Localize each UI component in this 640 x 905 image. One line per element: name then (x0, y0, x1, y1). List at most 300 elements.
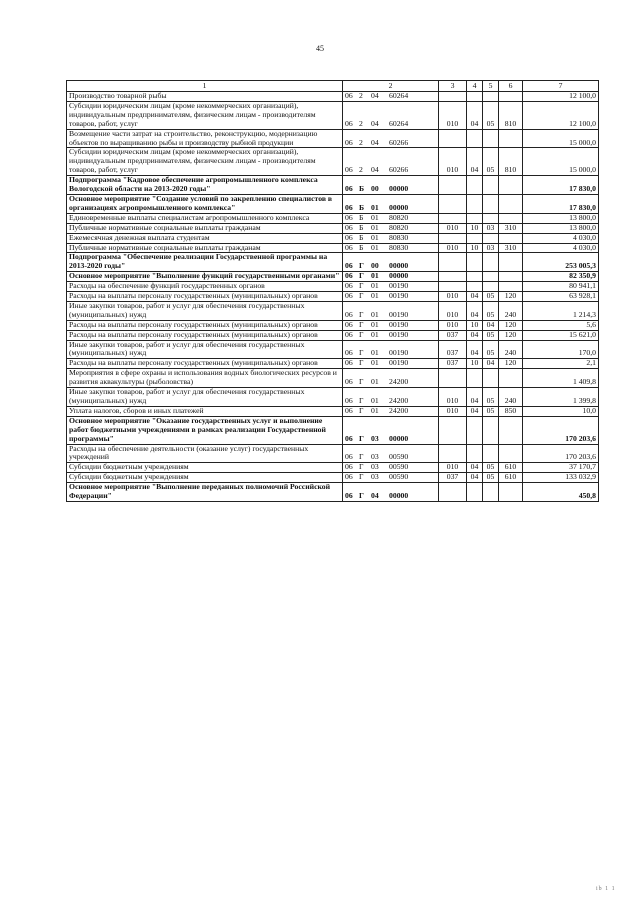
code-part: 01 (371, 202, 379, 212)
code-part: 01 (371, 348, 379, 358)
code-part: Б (359, 243, 364, 252)
table-row (67, 340, 599, 359)
header-cell: 5 (483, 81, 499, 92)
row-vr: 310 (499, 243, 523, 253)
row-pr (483, 176, 499, 195)
row-rz: 04 (467, 101, 483, 129)
row-rz (467, 194, 483, 213)
code-part: Г (359, 452, 364, 462)
table-row (67, 388, 599, 407)
table-row (67, 282, 599, 292)
row-rz: 10 (467, 223, 483, 233)
row-rz: 04 (467, 406, 483, 416)
row-amount: 17 830,0 (523, 194, 599, 213)
row-amount: 13 800,0 (523, 213, 599, 223)
code-part: 00190 (389, 291, 409, 301)
code-part: 06 (345, 433, 353, 443)
code-part: 04 (371, 91, 379, 100)
code-part: 01 (371, 358, 379, 368)
row-code (343, 243, 439, 253)
row-pr (483, 129, 499, 148)
code-part: 80820 (389, 213, 409, 222)
row-vr (499, 272, 523, 282)
row-amount: 5,6 (523, 320, 599, 330)
row-grbs (439, 272, 467, 282)
row-amount: 63 928,1 (523, 292, 599, 302)
row-amount: 133 032,9 (523, 473, 599, 483)
code-part: Г (359, 433, 364, 443)
table-row (67, 301, 599, 320)
row-amount: 13 800,0 (523, 223, 599, 233)
code-part: 06 (345, 406, 353, 415)
row-amount: 82 350,9 (523, 272, 599, 282)
row-name: Расходы на обеспечение деятельности (оказание услуг) государственных учреждений (67, 444, 343, 463)
code-part: 00190 (389, 320, 409, 329)
code-part: 06 (345, 271, 353, 281)
header-cell: 7 (523, 81, 599, 92)
row-amount: 1 214,3 (523, 301, 599, 320)
row-pr (483, 282, 499, 292)
row-grbs (439, 416, 467, 444)
code-part: 00190 (389, 358, 409, 368)
table-body (67, 81, 599, 502)
row-pr: 05 (483, 292, 499, 302)
row-amount: 253 005,3 (523, 253, 599, 272)
row-vr (499, 282, 523, 292)
code-part: 00190 (389, 309, 409, 319)
row-pr: 05 (483, 340, 499, 359)
row-grbs: 010 (439, 406, 467, 416)
row-amount: 1 399,8 (523, 388, 599, 407)
row-grbs: 037 (439, 330, 467, 340)
row-amount: 12 100,0 (523, 92, 599, 102)
row-name: Производство товарной рыбы (67, 92, 343, 102)
code-part: Г (359, 291, 364, 301)
code-part: 06 (345, 118, 353, 128)
row-vr: 120 (499, 320, 523, 330)
row-name: Ежемесячная денежная выплата студентам (67, 233, 343, 243)
row-pr (483, 233, 499, 243)
code-part: Г (359, 491, 364, 501)
row-vr: 810 (499, 101, 523, 129)
table-row (67, 473, 599, 483)
table-header-row (67, 81, 599, 92)
table-row (67, 101, 599, 129)
row-rz: 10 (467, 359, 483, 369)
row-code (343, 301, 439, 320)
row-amount: 10,0 (523, 406, 599, 416)
row-vr: 610 (499, 463, 523, 473)
row-pr (483, 253, 499, 272)
row-amount: 170 203,6 (523, 444, 599, 463)
row-vr: 310 (499, 223, 523, 233)
row-code (343, 253, 439, 272)
row-vr (499, 416, 523, 444)
code-part: Г (359, 261, 364, 271)
row-code (343, 282, 439, 292)
row-grbs (439, 92, 467, 102)
row-grbs: 010 (439, 388, 467, 407)
code-part: Б (359, 202, 365, 212)
code-part: Б (359, 184, 365, 194)
row-code (343, 129, 439, 148)
code-part: 00 (371, 261, 379, 271)
row-rz (467, 92, 483, 102)
code-part: 06 (345, 202, 353, 212)
row-code (343, 272, 439, 282)
code-part: 06 (345, 233, 353, 242)
row-vr (499, 213, 523, 223)
code-part: 2 (359, 91, 363, 100)
row-name: Расходы на выплаты персоналу государственных (муниципальных) органов (67, 330, 343, 340)
budget-table (66, 80, 599, 502)
code-part: 01 (371, 223, 379, 232)
code-part: 06 (345, 491, 353, 501)
row-rz (467, 233, 483, 243)
row-grbs: 010 (439, 301, 467, 320)
code-part: 00590 (389, 452, 409, 462)
code-part: 00190 (389, 348, 409, 358)
code-part: 00 (371, 184, 379, 194)
row-name: Единовременные выплаты специалистам агропромышленного комплекса (67, 213, 343, 223)
row-vr (499, 253, 523, 272)
row-grbs (439, 129, 467, 148)
row-vr (499, 194, 523, 213)
row-rz (467, 483, 483, 502)
row-vr (499, 129, 523, 148)
row-amount: 80 941,1 (523, 282, 599, 292)
row-name: Основное мероприятие "Выполнение функций государственными органами" (67, 272, 343, 282)
code-part: Г (359, 406, 364, 415)
code-part: Г (359, 358, 364, 368)
row-code (343, 416, 439, 444)
code-part: 00190 (389, 281, 409, 291)
code-part: 01 (371, 271, 379, 281)
code-part: Г (359, 472, 364, 482)
row-code (343, 359, 439, 369)
row-grbs: 037 (439, 473, 467, 483)
row-amount: 4 030,0 (523, 233, 599, 243)
table-row (67, 194, 599, 213)
code-part: 06 (345, 396, 353, 405)
row-pr (483, 483, 499, 502)
row-amount: 12 100,0 (523, 101, 599, 129)
row-name: Субсидии юридическим лицам (кроме некоммерческих организаций), индивидуальным предпринимателям, физическим лицам - производителям товаров, работ, услуг (67, 101, 343, 129)
code-part: 06 (345, 91, 353, 100)
code-part: Б (359, 233, 364, 242)
table-row (67, 320, 599, 330)
code-part: 01 (371, 320, 379, 329)
row-vr: 120 (499, 330, 523, 340)
row-amount: 15 621,0 (523, 330, 599, 340)
row-rz (467, 444, 483, 463)
code-part: 03 (371, 452, 379, 462)
code-part: Б (359, 223, 364, 232)
header-cell: 3 (439, 81, 467, 92)
row-grbs (439, 194, 467, 213)
table-row (67, 406, 599, 416)
code-part: 06 (345, 291, 353, 301)
row-pr (483, 272, 499, 282)
row-vr: 240 (499, 388, 523, 407)
code-part: Г (359, 309, 364, 319)
row-code (343, 473, 439, 483)
row-grbs: 010 (439, 148, 467, 176)
row-vr: 810 (499, 148, 523, 176)
row-name: Субсидии бюджетным учреждениям (67, 463, 343, 473)
table-row (67, 369, 599, 388)
code-part: Г (359, 271, 364, 281)
row-pr (483, 369, 499, 388)
code-part: 60264 (389, 91, 409, 100)
code-part: Г (359, 281, 364, 291)
row-amount: 450,8 (523, 483, 599, 502)
row-code (343, 330, 439, 340)
row-name: Расходы на обеспечение функций государственных органов (67, 282, 343, 292)
row-code (343, 233, 439, 243)
row-code (343, 194, 439, 213)
code-part: 24200 (389, 377, 409, 387)
code-part: 60266 (389, 137, 409, 147)
code-part: Г (359, 396, 364, 405)
code-part: 80830 (389, 233, 409, 242)
row-rz: 04 (467, 148, 483, 176)
row-rz (467, 176, 483, 195)
code-part: 06 (345, 281, 353, 291)
row-rz: 04 (467, 301, 483, 320)
row-pr: 04 (483, 320, 499, 330)
code-part: 00590 (389, 462, 409, 472)
code-part: 80820 (389, 223, 409, 232)
row-pr (483, 416, 499, 444)
row-grbs (439, 233, 467, 243)
code-part: 06 (345, 320, 353, 329)
row-pr: 03 (483, 223, 499, 233)
code-part: 04 (371, 165, 379, 175)
row-rz: 04 (467, 330, 483, 340)
row-grbs: 037 (439, 340, 467, 359)
row-rz (467, 282, 483, 292)
row-rz (467, 213, 483, 223)
row-grbs (439, 253, 467, 272)
row-name: Основное мероприятие "Выполнение переданных полномочий Российской Федерации" (67, 483, 343, 502)
row-name: Мероприятия в сфере охраны и использования водных биологических ресурсов и развития аквакультуры (рыболовства) (67, 369, 343, 388)
row-name: Возмещение части затрат на строительство, реконструкцию, модернизацию объектов по выращиванию рыбы и производству рыбной продукции (67, 129, 343, 148)
row-pr: 05 (483, 473, 499, 483)
code-part: 01 (371, 291, 379, 301)
row-code (343, 148, 439, 176)
table-row (67, 359, 599, 369)
row-pr (483, 444, 499, 463)
code-part: 03 (371, 472, 379, 482)
row-vr (499, 233, 523, 243)
row-code (343, 292, 439, 302)
code-part: 06 (345, 348, 353, 358)
row-name: Публичные нормативные социальные выплаты гражданам (67, 223, 343, 233)
code-part: 00000 (389, 433, 409, 443)
row-amount: 37 170,7 (523, 463, 599, 473)
code-part: 06 (345, 165, 353, 175)
row-grbs (439, 213, 467, 223)
header-cell: 1 (67, 81, 343, 92)
code-part: 01 (371, 213, 379, 222)
row-code (343, 406, 439, 416)
row-rz (467, 253, 483, 272)
row-pr: 05 (483, 101, 499, 129)
code-part: 06 (345, 184, 353, 194)
row-grbs (439, 444, 467, 463)
code-part: 06 (345, 213, 353, 222)
row-code (343, 340, 439, 359)
row-pr (483, 194, 499, 213)
row-rz: 04 (467, 292, 483, 302)
table-row (67, 463, 599, 473)
code-part: 00000 (389, 261, 409, 271)
table-row (67, 243, 599, 253)
table-row (67, 129, 599, 148)
row-pr (483, 213, 499, 223)
row-rz (467, 369, 483, 388)
row-amount: 170 203,6 (523, 416, 599, 444)
row-grbs: 010 (439, 243, 467, 253)
code-part: 24200 (389, 406, 409, 415)
row-name: Основное мероприятие "Создание условий по закреплению специалистов в организациях агропромышленного комплекса" (67, 194, 343, 213)
row-name: Подпрограмма "Обеспечение реализации Государственной программы на 2013-2020 годы" (67, 253, 343, 272)
code-part: 00190 (389, 330, 409, 339)
code-part: 06 (345, 137, 353, 147)
row-grbs (439, 176, 467, 195)
code-part: 06 (345, 223, 353, 232)
row-grbs (439, 369, 467, 388)
row-code (343, 176, 439, 195)
code-part: Б (359, 213, 364, 222)
code-part: 60266 (389, 165, 409, 175)
row-name: Публичные нормативные социальные выплаты гражданам (67, 243, 343, 253)
row-amount: 2,1 (523, 359, 599, 369)
table-row (67, 92, 599, 102)
table-row (67, 233, 599, 243)
row-pr: 05 (483, 301, 499, 320)
row-amount: 15 000,0 (523, 129, 599, 148)
row-rz (467, 129, 483, 148)
code-part: 00000 (389, 491, 409, 501)
row-grbs: 010 (439, 463, 467, 473)
code-part: Г (359, 330, 364, 339)
row-code (343, 444, 439, 463)
row-code (343, 388, 439, 407)
row-pr: 05 (483, 406, 499, 416)
row-grbs (439, 282, 467, 292)
code-part: 06 (345, 358, 353, 368)
table-row (67, 253, 599, 272)
code-part: 03 (371, 433, 379, 443)
header-cell: 2 (343, 81, 439, 92)
code-part: 01 (371, 233, 379, 242)
table-row (67, 483, 599, 502)
code-part: 06 (345, 377, 353, 387)
code-part: 00000 (389, 202, 409, 212)
table-row (67, 176, 599, 195)
table-row (67, 416, 599, 444)
code-part: Г (359, 348, 364, 358)
row-name: Субсидии юридическим лицам (кроме некоммерческих организаций), индивидуальным предпринимателям, физическим лицам - производителям товаров, работ, услуг (67, 148, 343, 176)
row-code (343, 101, 439, 129)
row-amount: 17 830,0 (523, 176, 599, 195)
table-row (67, 292, 599, 302)
row-vr (499, 369, 523, 388)
row-vr (499, 444, 523, 463)
code-part: 06 (345, 330, 353, 339)
row-grbs: 010 (439, 320, 467, 330)
code-part: 00000 (389, 184, 409, 194)
row-vr: 850 (499, 406, 523, 416)
row-rz: 04 (467, 388, 483, 407)
row-rz: 04 (467, 463, 483, 473)
code-part: 03 (371, 462, 379, 472)
code-part: 04 (371, 137, 379, 147)
row-pr (483, 92, 499, 102)
row-grbs: 010 (439, 101, 467, 129)
row-rz: 10 (467, 243, 483, 253)
code-part: 00590 (389, 472, 409, 482)
row-code (343, 223, 439, 233)
row-name: Иные закупки товаров, работ и услуг для обеспечения государственных (муниципальных) нужд (67, 388, 343, 407)
code-part: 01 (371, 243, 379, 252)
row-code (343, 320, 439, 330)
row-code (343, 369, 439, 388)
code-part: 06 (345, 452, 353, 462)
code-part: 06 (345, 243, 353, 252)
row-rz: 04 (467, 340, 483, 359)
row-vr: 120 (499, 359, 523, 369)
code-part: 06 (345, 309, 353, 319)
row-name: Субсидии бюджетным учреждениям (67, 473, 343, 483)
code-part: 2 (359, 137, 363, 147)
code-part: 01 (371, 406, 379, 415)
row-name: Уплата налогов, сборов и иных платежей (67, 406, 343, 416)
code-part: 00000 (389, 271, 409, 281)
row-amount: 170,0 (523, 340, 599, 359)
row-name: Иные закупки товаров, работ и услуг для обеспечения государственных (муниципальных) нужд (67, 301, 343, 320)
row-grbs (439, 483, 467, 502)
row-grbs: 010 (439, 292, 467, 302)
row-pr: 05 (483, 330, 499, 340)
code-part: 80830 (389, 243, 409, 252)
row-vr (499, 483, 523, 502)
code-part: 01 (371, 330, 379, 339)
code-part: 2 (359, 165, 363, 175)
row-amount: 4 030,0 (523, 243, 599, 253)
code-part: 01 (371, 281, 379, 291)
row-rz (467, 416, 483, 444)
code-part: 06 (345, 462, 353, 472)
code-part: 2 (359, 118, 363, 128)
code-part: 01 (371, 309, 379, 319)
row-vr: 610 (499, 473, 523, 483)
row-amount: 1 409,8 (523, 369, 599, 388)
table-row (67, 213, 599, 223)
table-row (67, 330, 599, 340)
code-part: 60264 (389, 118, 409, 128)
corner-mark: ib 1 1 (596, 886, 616, 892)
row-code (343, 92, 439, 102)
row-code (343, 463, 439, 473)
table-row (67, 272, 599, 282)
row-code (343, 213, 439, 223)
code-part: 06 (345, 261, 353, 271)
row-grbs: 037 (439, 359, 467, 369)
code-part: 01 (371, 377, 379, 387)
